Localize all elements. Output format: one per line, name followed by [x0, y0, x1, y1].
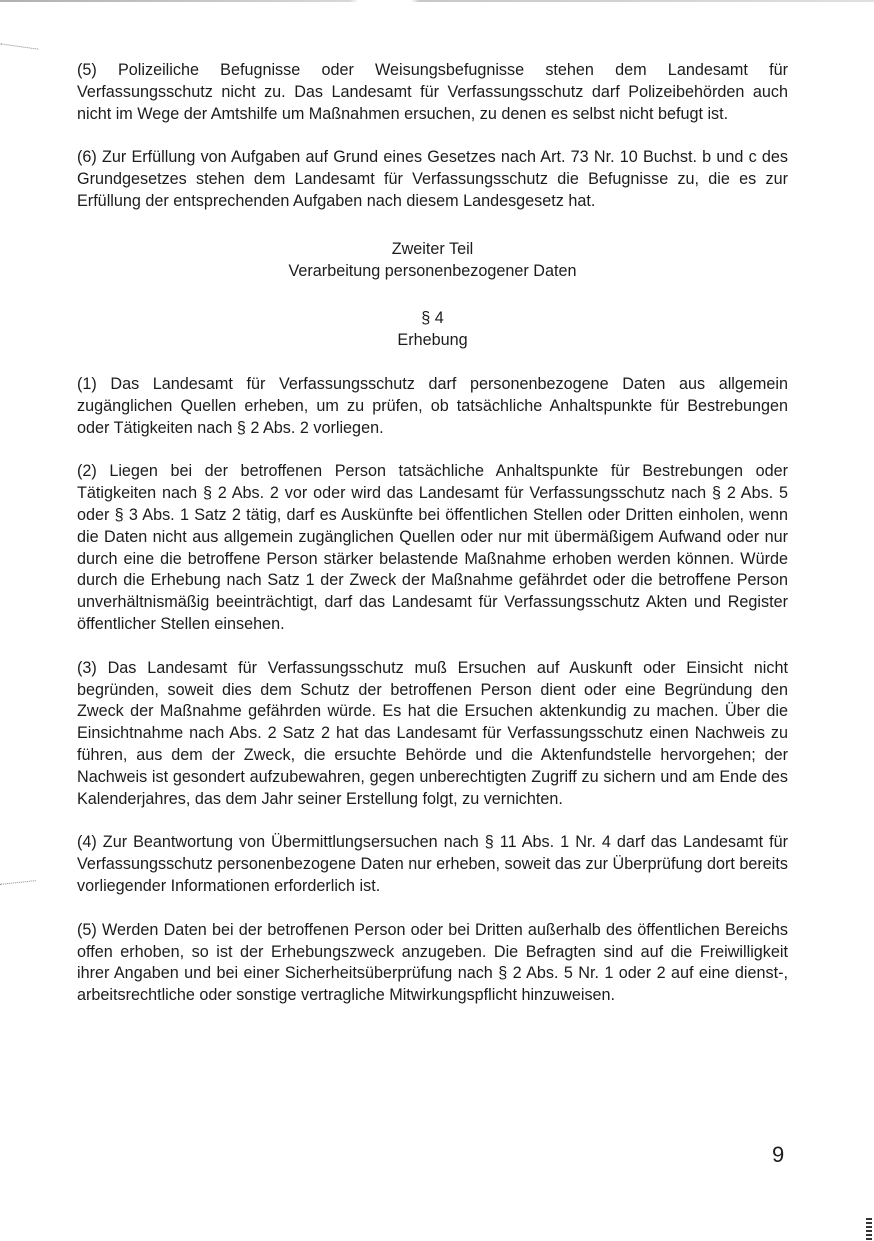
paragraph-4: (4) Zur Beantwortung von Übermittlungsersuchen nach § 11 Abs. 1 Nr. 4 darf das Landesamt für Verfassungsschutz personenbezogene Daten nur erheben, soweit das zur Überprüfung dort bereits vorliegender Informationen erforderlich ist. — [77, 833, 788, 895]
part-subtitle: Verarbeitung personenbezogener Daten — [288, 261, 577, 280]
paragraph-5: (5) Werden Daten bei der betroffenen Person oder bei Dritten außerhalb des öffentlichen Bereichs offen erhoben, so ist der Erhebungszweck anzugeben. Die Befragten sind auf die Freiwilligkeit ihrer Angaben und bei einer Sicherheitsüberprüfung nach § 2 Abs. 5 Nr. 1 oder 2 auf eine dienst-, arbeitsrechtliche oder sonstige vertragliche Mitwirkungspflicht hinzuweisen. — [77, 920, 788, 1005]
section-title: Erhebung — [397, 331, 468, 350]
paragraph-1: (1) Das Landesamt für Verfassungsschutz darf personenbezogene Daten aus allgemein zugänglichen Quellen erheben, um zu prüfen, ob tatsächliche Anhaltspunkte für Bestrebungen oder Tätigkeiten nach § 2 Abs. 2 vorliegen. — [77, 374, 788, 437]
scan-artifact — [0, 43, 38, 55]
paragraph-3: (3) Das Landesamt für Verfassungsschutz muß Ersuchen auf Auskunft oder Einsicht nicht begründen, soweit dies dem Schutz der betroffenen Person dient oder eine Begründung den Zweck der Maßnahme gefährden würde. Es hat die Ersuchen aktenkundig zu machen. Über die Einsichtnahme nach Abs. 2 Satz 2 hat das Landesamt für Verfassungsschutz einen Nachweis zu führen, aus dem der Zweck, die ersuchte Behörde und die Aktenfundstelle hervorgehen; der Nachweis ist gesondert aufzubewahren, gegen unberechtigten Zugriff zu sichern und am Ende des Kalenderjahres, das dem Jahr seiner Erstellung folgt, zu vernichten. — [77, 658, 788, 808]
page-number: 9 — [772, 1142, 785, 1167]
paragraph-2: (2) Liegen bei der betroffenen Person tatsächliche Anhaltspunkte für Bestrebungen oder Tätigkeiten nach § 2 Abs. 2 vor oder wird das Landesamt für Verfassungsschutz nach § 2 Abs. 5 oder § 3 Abs. 1 Satz 2 tätig, darf es Auskünfte bei öffentlichen Stellen oder Dritten einholen, wenn die Daten nicht aus allgemein zugänglichen Quellen oder nur mit übermäßigem Aufwand oder nur durch eine die betroffene Person stärker belastende Maßnahme erhoben werden können. Würde durch die Erhebung nach Satz 1 der Zweck der Maßnahme gefährdet oder die betroffene Person unverhältnismäßig beeinträchtigt, darf das Landesamt für Verfassungsschutz Akten und Register öffentlicher Stellen einsehen. — [77, 462, 788, 633]
paragraph-federal-tasks: (6) Zur Erfüllung von Aufgaben auf Grund eines Gesetzes nach Art. 73 Nr. 10 Buchst. b und c des Grundgesetzes stehen dem Landesamt für Verfassungsschutz die Befugnisse zu, die es zur Erfüllung der entsprechenden Aufgaben nach diesem Landesgesetz hat. — [77, 148, 788, 210]
scan-artifact — [866, 1218, 872, 1240]
scan-edge-top — [0, 0, 874, 2]
section-number: § 4 — [421, 309, 444, 328]
scan-artifact — [0, 880, 36, 889]
document-page — [77, 60, 788, 1007]
paragraph-police-powers: (5) Polizeiliche Befugnisse oder Weisungsbefugnisse stehen dem Landesamt für Verfassungsschutz nicht zu. Das Landesamt für Verfassungsschutz darf Polizeibehörden auch nicht im Wege der Amtshilfe um Maßnahmen ersuchen, zu denen es selbst nicht befugt ist. — [77, 61, 788, 123]
part-title: Zweiter Teil — [391, 239, 474, 258]
